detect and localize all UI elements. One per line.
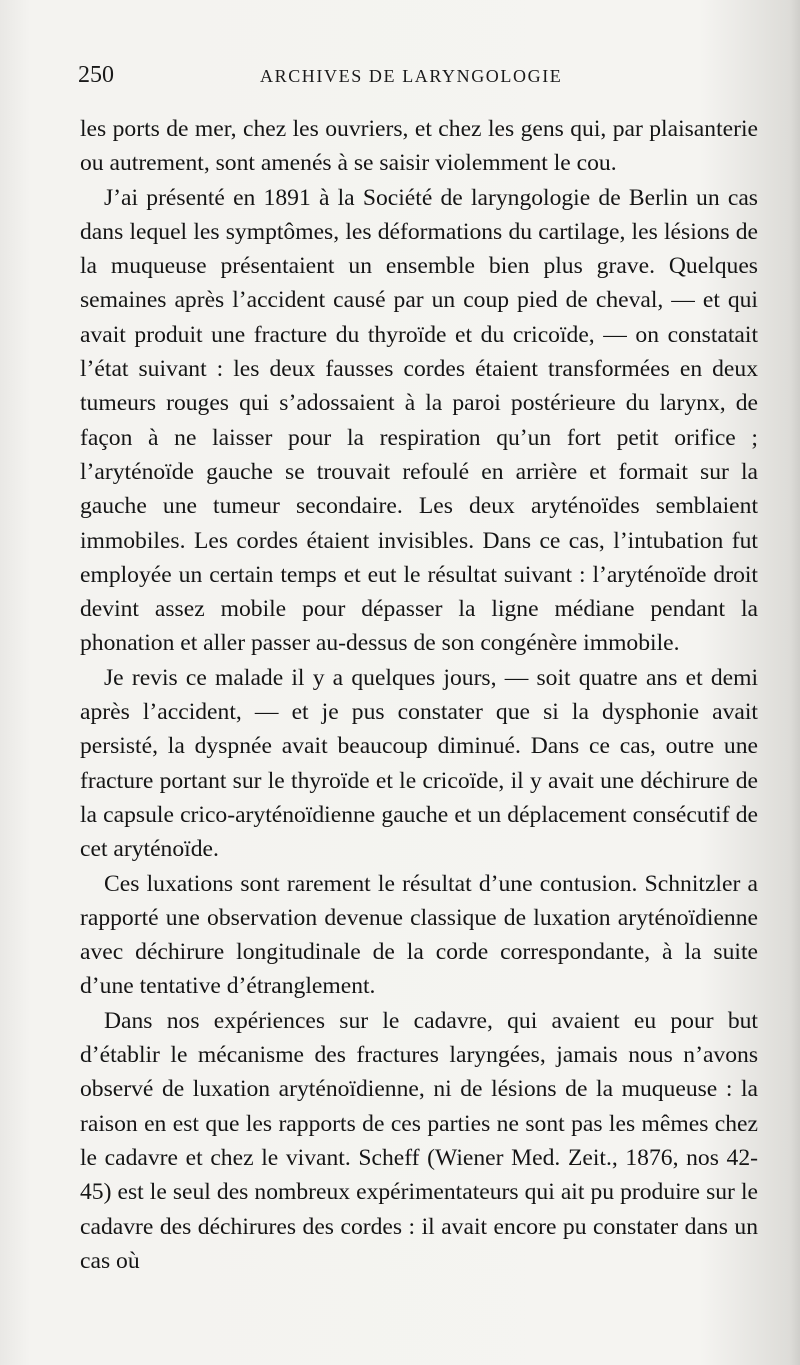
paragraph: Dans nos expériences sur le cadavre, qui avaient eu pour but d’établir le mécanisme des fractures laryngées, jamais nous n’avons observé de luxation aryténoïdienne, ni de lésions de la muqueuse : la raison en est que les rapports de ces parties ne sont pas les mêmes chez le cadavre et chez le vivant. Scheff (Wiener Med. Zeit., 1876, nos 42-45) est le seul des nombreux expérimentateurs qui ait pu produire sur le cadavre des déchirures des cordes : il avait encore pu constater dans un cas où xyxy=(80,1007,758,1274)
paragraph: J’ai présenté en 1891 à la Société de laryngologie de Berlin un cas dans lequel les symptômes, les déformations du cartilage, les lésions de la muqueuse présentaient un ensemble bien plus grave. Quelques semaines après l’accident causé par un coup pied de cheval, — et qui avait produit une fracture du thyroïde et du cricoïde, — on constatait l’état suivant : les deux fausses cordes étaient transformées en deux tumeurs rouges qui s’adossaient à la paroi postérieure du larynx, de façon à ne laisser pour la respiration qu’un fort petit orifice ; l’aryténoïde gauche se trouvait refoulé en arrière et formait sur la gauche une tumeur secondaire. Les deux aryténoïdes semblaient immobiles. Les cordes étaient invisibles. Dans ce cas, l’intubation fut employée un certain temps et eut le résultat suivant : l’aryténoïde droit devint assez mobile pour dépasser la ligne médiane pendant la phonation et aller passer au-dessus de son congénère immobile. xyxy=(80,184,758,657)
paragraph: Ces luxations sont rarement le résultat d’une contusion. Schnitzler a rapporté une observation devenue classique de luxation aryténoïdienne avec déchirure longitudinale de la corde correspondante, à la suite d’une tentative d’étranglement. xyxy=(80,870,758,1000)
running-title: ARCHIVES DE LARYNGOLOGIE xyxy=(260,66,563,86)
body-text xyxy=(80,112,758,1278)
page-number: 250 xyxy=(78,62,114,88)
paragraph-continuation: les ports de mer, chez les ouvriers, et chez les gens qui, par plaisanterie ou autrement, sont amenés à se saisir violemment le cou. xyxy=(80,116,758,177)
page-header xyxy=(78,62,758,92)
paragraph: Je revis ce malade il y a quelques jours, — soit quatre ans et demi après l’accident, — et je pus constater que si la dysphonie avait persisté, la dyspnée avait beaucoup diminué. Dans ce cas, outre une fracture portant sur le thyroïde et le cricoïde, il y avait une déchirure de la capsule crico-aryténoïdienne gauche et un déplacement consécutif de cet aryténoïde. xyxy=(80,664,758,863)
